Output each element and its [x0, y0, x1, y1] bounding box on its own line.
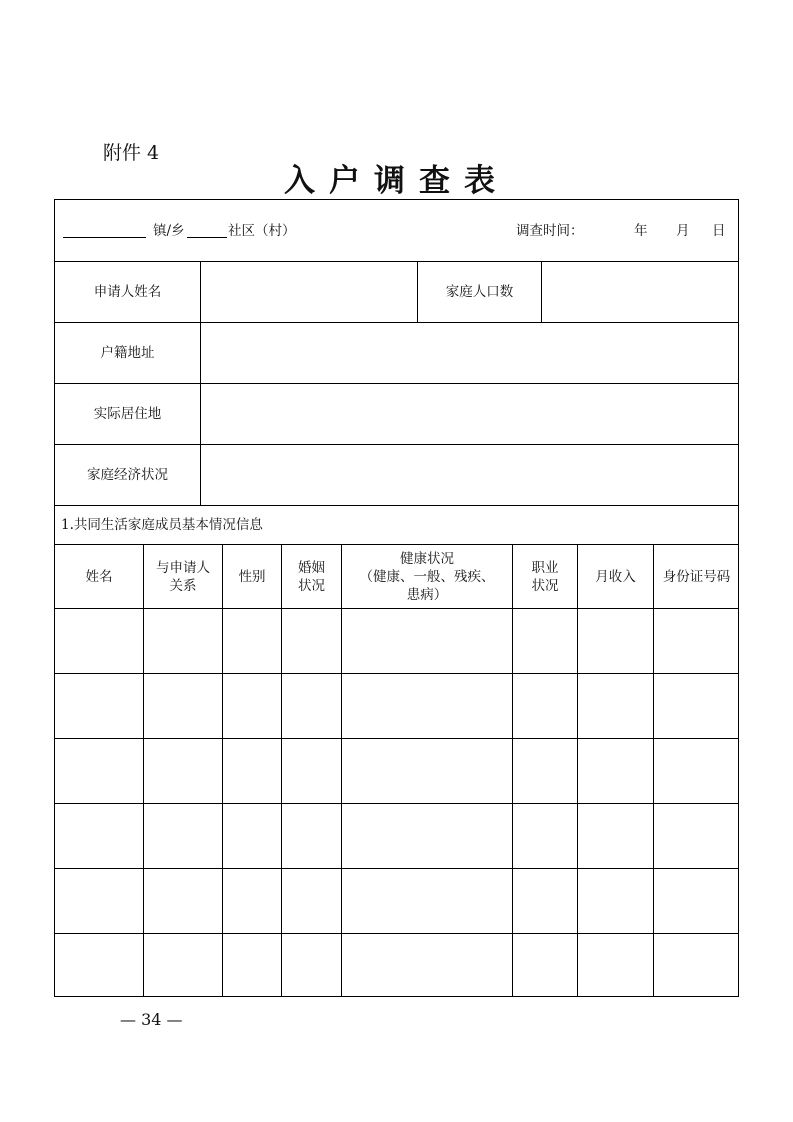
household-size-field[interactable] — [542, 262, 739, 322]
column-header-health-line: 患病） — [406, 586, 448, 603]
column-header-health-line: （健康、一般、残疾、 — [359, 568, 495, 585]
member-row[interactable] — [55, 739, 739, 803]
applicant-name-label: 申请人姓名 — [93, 284, 162, 300]
column-header-relation-line: 与申请人 — [156, 559, 210, 576]
section-title: 1.共同生活家庭成员基本情况信息 — [61, 517, 263, 533]
column-header-health-line: 健康状况 — [400, 550, 454, 567]
town-suffix: 镇/乡 — [153, 223, 185, 239]
column-header-occupation-line: 状况 — [531, 577, 559, 594]
column-header-marital-line: 婚姻 — [298, 559, 325, 576]
member-row[interactable] — [55, 869, 739, 933]
member-row[interactable] — [55, 804, 739, 868]
survey-month: 月 — [676, 223, 690, 239]
row-divider — [55, 505, 739, 506]
page-number: — 34 — — [120, 1010, 183, 1029]
member-row[interactable] — [55, 674, 739, 738]
column-header-relation — [144, 545, 222, 608]
column-header-income: 月收入 — [595, 568, 636, 585]
column-header-occupation-line: 职业 — [531, 559, 559, 576]
column-header-marital — [282, 545, 341, 608]
registered-address-field[interactable] — [201, 323, 739, 383]
registered-address-label: 户籍地址 — [100, 345, 155, 361]
column-header-gender: 性别 — [238, 568, 266, 585]
survey-day: 日 — [712, 223, 726, 239]
column-header-id-number: 身份证号码 — [662, 568, 731, 585]
town-blank[interactable] — [63, 237, 146, 238]
column-header-relation-line: 关系 — [169, 577, 197, 594]
column-header-health — [342, 545, 512, 608]
actual-residence-label: 实际居住地 — [93, 406, 162, 422]
survey-form — [54, 199, 739, 997]
household-size-label: 家庭人口数 — [445, 284, 514, 300]
survey-year: 年 — [634, 223, 648, 239]
economic-status-field[interactable] — [201, 445, 739, 505]
applicant-name-field[interactable] — [201, 262, 417, 322]
community-blank[interactable] — [187, 237, 227, 238]
actual-residence-field[interactable] — [201, 384, 739, 444]
member-row[interactable] — [55, 609, 739, 673]
column-header-occupation — [513, 545, 577, 608]
form-title: 入户调查表 — [284, 163, 509, 199]
survey-time-label: 调查时间： — [516, 223, 584, 239]
column-header-name: 姓名 — [85, 568, 113, 585]
column-header-marital-line: 状况 — [298, 577, 325, 594]
attachment-label: 附件 4 — [103, 142, 160, 164]
member-row[interactable] — [55, 934, 739, 996]
economic-status-label: 家庭经济状况 — [87, 467, 168, 483]
community-suffix: 社区（村） — [228, 223, 296, 239]
